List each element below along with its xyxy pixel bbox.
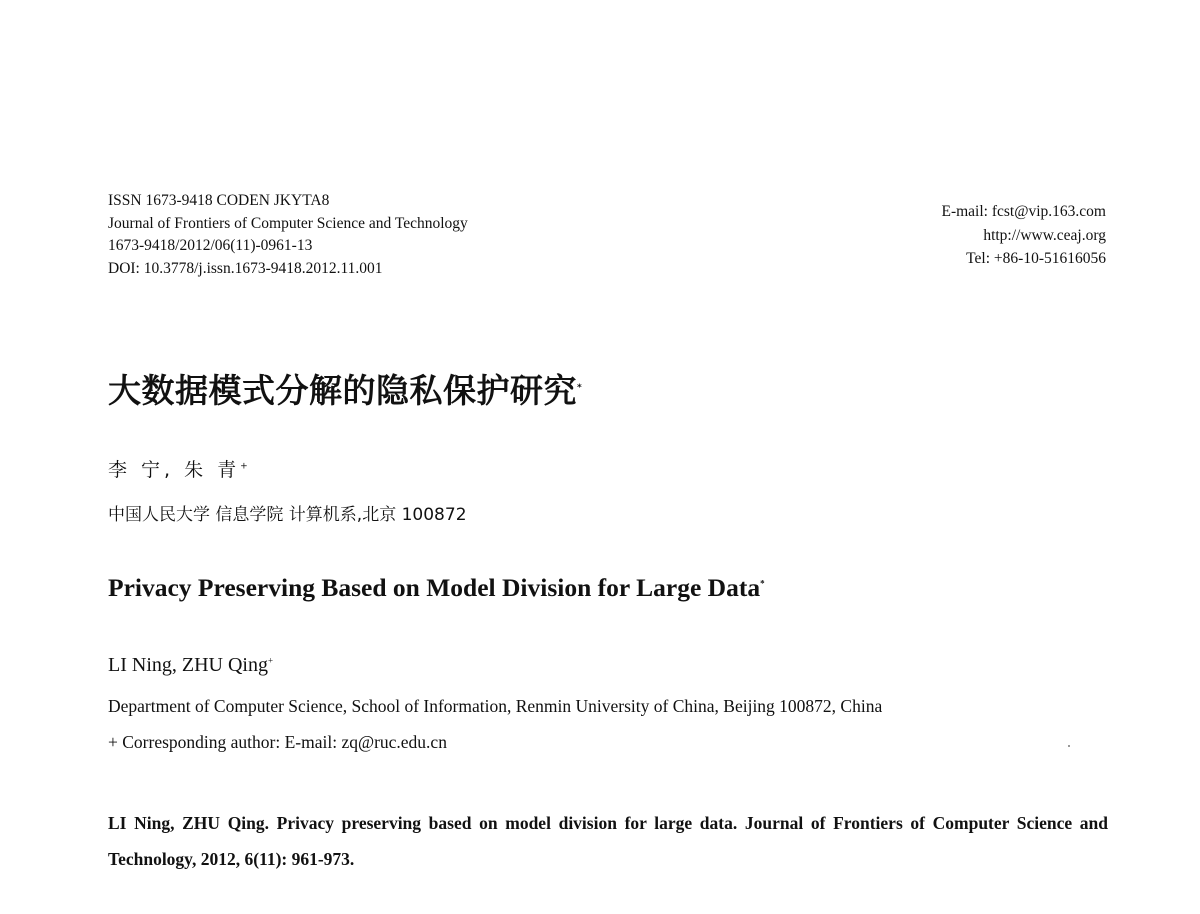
- journal-website: http://www.ceaj.org: [983, 226, 1106, 244]
- chinese-authors-text: 李 宁, 朱 青: [108, 459, 241, 481]
- issn-coden-line: ISSN 1673-9418 CODEN JKYTA8: [108, 192, 330, 209]
- english-authors: [108, 654, 273, 677]
- journal-phone: Tel: +86-10-51616056: [966, 250, 1106, 267]
- english-title-footnote-mark: *: [760, 578, 765, 589]
- english-paper-title: [108, 573, 765, 603]
- english-title-text: Privacy Preserving Based on Model Division for Large Data: [108, 573, 761, 602]
- citation-paragraph: LI Ning, ZHU Qing. Privacy preserving based on model division for large data. Journal of Frontiers of Computer Science and Technology, 2012, 6(11): 961-973.: [108, 813, 1108, 869]
- doi-line: DOI: 10.3778/j.issn.1673-9418.2012.11.001: [108, 259, 383, 277]
- chinese-affiliation: 中国人民大学 信息学院 计算机系,北京 100872: [108, 505, 467, 525]
- chinese-title-text: 大数据模式分解的隐私保护研究: [108, 371, 577, 410]
- volume-pages-line: 1673-9418/2012/06(11)-0961-13: [108, 237, 313, 254]
- chinese-authors: [108, 455, 252, 482]
- chinese-title-footnote-mark: *: [577, 383, 583, 393]
- english-authors-text: LI Ning, ZHU Qing: [108, 654, 268, 676]
- journal-header-left: [108, 190, 468, 280]
- journal-header-right: [941, 200, 1106, 271]
- chinese-corresponding-mark: +: [240, 461, 252, 472]
- journal-name-line: Journal of Frontiers of Computer Science and Technology: [108, 214, 468, 232]
- english-corresponding-mark: +: [267, 655, 274, 666]
- journal-email: E-mail: fcst@vip.163.com: [941, 203, 1106, 220]
- scan-speck: [1068, 745, 1070, 747]
- english-affiliation: Department of Computer Science, School of Information, Renmin University of China, Beijing 100872, China: [108, 696, 883, 716]
- corresponding-author: + Corresponding author: E-mail: zq@ruc.edu.cn: [108, 732, 447, 752]
- chinese-paper-title: [108, 365, 582, 412]
